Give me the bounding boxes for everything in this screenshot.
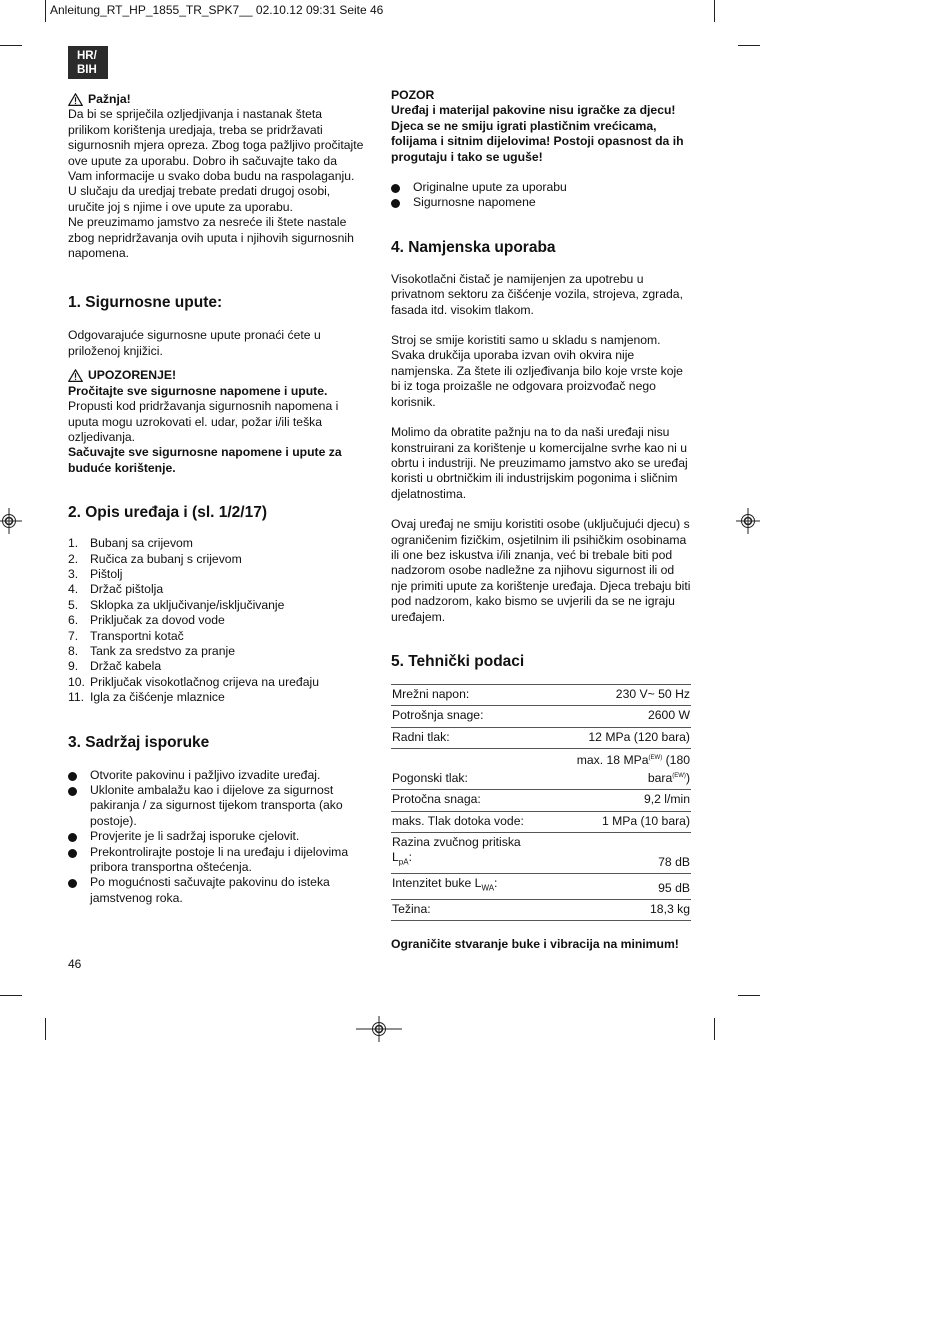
intro-liability-text: Ne preuzimamo jamstvo za nesreće ili štete nastale zbog nepridržavanja ovih uputa i njihovih sigurnosnih napomena. bbox=[68, 215, 354, 261]
bullet-icon bbox=[68, 879, 77, 888]
table-row: maks. Tlak dotoka vode: 1 MPa (10 bara) bbox=[391, 811, 691, 832]
list-item: 10. Priključak visokotlačnog crijeva na uređaju bbox=[68, 674, 319, 689]
intro-warning-title bbox=[68, 92, 364, 107]
list-item: Otvorite pakovinu i pažljivo izvadite uređaj. bbox=[68, 768, 364, 783]
table-row: Mrežni napon: 230 V~ 50 Hz bbox=[391, 684, 691, 705]
language-badge-line1: HR/ bbox=[77, 50, 97, 62]
crop-mark bbox=[0, 45, 22, 46]
warning-triangle-icon bbox=[68, 93, 83, 106]
section-1-warning-label: UPOZORENJE! bbox=[88, 368, 177, 383]
registration-mark-bottom bbox=[356, 1016, 402, 1042]
list-item: 4. Držač pištolja bbox=[68, 582, 164, 597]
section-1-warning-title bbox=[68, 368, 364, 383]
table-row: Razina zvučnog pritiska $L_{pA}$: 78 dB bbox=[391, 832, 691, 873]
list-item: Provjerite je li sadržaj isporuke cjelovit. bbox=[68, 829, 364, 844]
section-4-paragraph-1: Visokotlačni čistač je namijenjen za upotrebu u privatnom sektoru za čišćenje vozila, strojeva, zgrada, fasada itd. visokim tlakom. bbox=[391, 271, 683, 317]
table-row: Intenzitet buke $L_{WA}$: 95 dB bbox=[391, 874, 691, 900]
section-3-title: 3. Sadržaj isporuke bbox=[68, 733, 210, 751]
list-item: Po mogućnosti sačuvajte pakovinu do isteka jamstvenog roka. bbox=[68, 875, 364, 906]
language-badge-line2: BIH bbox=[77, 64, 97, 76]
crop-mark bbox=[714, 1018, 715, 1040]
parts-list bbox=[68, 536, 364, 705]
bullet-icon bbox=[68, 833, 77, 842]
list-item: Originalne upute za uporabu bbox=[391, 180, 691, 195]
noise-note: Ograničite stvaranje buke i vibracija na minimum! bbox=[391, 937, 679, 952]
pozor-text: Uređaj i materijal pakovine nisu igračke za djecu! Djeca se ne smiju igrati plastičnim vrećicama, folijama i sitnim dijelovima! Postoji opasnost da ih progutaju i tako se uguše! bbox=[391, 103, 684, 164]
crop-mark bbox=[738, 995, 760, 996]
right-column bbox=[391, 88, 691, 953]
page-number: 46 bbox=[68, 957, 82, 971]
list-item: 3. Pištolj bbox=[68, 566, 123, 581]
section-1-bold-read: Pročitajte sve sigurnosne napomene i upute. bbox=[68, 383, 328, 398]
section-4-paragraph-2: Stroj se smije koristiti samo u skladu s namjenom. Svaka drukčija uporaba izvan ovih okvira nije namjenska. Za štete ili ozljeđivanja bilo koje vrste koje bi iz toga proizašle ne odgovara proizvođač nego korisnik. bbox=[391, 333, 683, 409]
bullet-icon bbox=[68, 787, 77, 796]
table-row: Potrošnja snage: 2600 W bbox=[391, 706, 691, 727]
section-1-bold-keep: Sačuvajte sve sigurnosne napomene i upute za buduće korištenje. bbox=[68, 445, 342, 475]
list-item: Uklonite ambalažu kao i dijelove za sigurnost pakiranja / za sigurnost tijekom transporta (ako postoje). bbox=[68, 783, 364, 829]
crop-mark bbox=[0, 995, 22, 996]
list-item: 9. Držač kabela bbox=[68, 659, 162, 674]
list-item: 8. Tank za sredstvo za pranje bbox=[68, 643, 235, 658]
registration-mark-left bbox=[0, 508, 22, 534]
crop-mark bbox=[738, 45, 760, 46]
section-1-text: Odgovarajuće sigurnosne upute pronaći ćete u priloženoj knjižici. bbox=[68, 328, 321, 358]
warning-triangle-icon bbox=[68, 369, 83, 382]
bullet-icon bbox=[391, 199, 400, 208]
crop-mark bbox=[45, 1018, 46, 1040]
intro-warning-label: Pažnja! bbox=[88, 92, 131, 106]
crop-mark bbox=[714, 0, 715, 22]
section-4-title: 4. Namjenska uporaba bbox=[391, 238, 556, 256]
pozor-title: POZOR bbox=[391, 88, 435, 102]
list-item: 1. Bubanj sa crijevom bbox=[68, 536, 193, 551]
file-info-header: Anleitung_RT_HP_1855_TR_SPK7__ 02.10.12 09:31 Seite 46 bbox=[50, 3, 384, 17]
list-item: Sigurnosne napomene bbox=[391, 195, 691, 210]
list-item: 2. Ručica za bubanj s crijevom bbox=[68, 551, 242, 566]
intro-text: Da bi se spriječila ozljedjivanja i nastanak šteta prilikom korištenja uredjaja, treba se pridržavati sigurnosnih mjera opreza. Zbog toga pažljivo pročitajte ove upute za uporabu. Dobro ih sačuvajte tako da Vam informacije u svako doba budu na raspolaganju. U slučaju da uredjaj trebate predati drugoj osobi, uručite joj s njime i ove upute za uporabu. bbox=[68, 107, 364, 214]
delivery-list bbox=[68, 768, 364, 907]
list-item: 6. Priključak za dovod vode bbox=[68, 613, 225, 628]
section-4-paragraph-3: Molimo da obratite pažnju na to da naši uređaji nisu konstruirani za korištenje u komercijalne svrhe kao ni u obrtu i industriji. Ne preuzimamo jamstvo ako se uređaj koristi u obrtničkim ili industrijskim pogonima i sličnim djelatnostima. bbox=[391, 425, 688, 501]
bullet-icon bbox=[391, 184, 400, 193]
section-5-title: 5. Tehnički podaci bbox=[391, 652, 525, 670]
list-item: 7. Transportni kotač bbox=[68, 628, 184, 643]
list-item: Prekontrolirajte postoje li na uređaju i dijelovima pribora transportna oštećenja. bbox=[68, 845, 364, 876]
crop-mark bbox=[45, 0, 46, 22]
table-row: Radni tlak: 12 MPa (120 bara) bbox=[391, 727, 691, 748]
table-row: Protočna snaga: 9,2 l/min bbox=[391, 790, 691, 811]
left-column bbox=[68, 92, 364, 906]
list-item: 5. Sklopka za uključivanje/isključivanje bbox=[68, 597, 285, 612]
section-2-title: 2. Opis uređaja i (sl. 1/2/17) bbox=[68, 504, 268, 522]
registration-mark-right bbox=[736, 508, 760, 534]
table-row: Pogonski tlak: max. 18 MPa$^{(EW)}$ (180 bara$^{(EW)}$) bbox=[391, 749, 691, 790]
section-1-title: 1. Sigurnosne upute: bbox=[68, 294, 223, 312]
section-1-warning-text: Propusti kod pridržavanja sigurnosnih napomena i uputa mogu uzrokovati el. udar, požar i/ili teška ozljedivanja. bbox=[68, 399, 339, 444]
list-item: 11. Igla za čišćenje mlaznice bbox=[68, 690, 225, 705]
table-row: Težina: 18,3 kg bbox=[391, 900, 691, 921]
section-4-paragraph-4: Ovaj uređaj ne smiju koristiti osobe (uključujući djecu) s ograničenim fizičkim, osjetilnim ili psihičkim osobinama ili one bez iskustva i/ili znanja, već bi trebale biti pod nadzorom osobe nadležne za njihovu sigurnost ili od nje primiti upute za korištenje uređaja. Djeca trebaju biti pod nadzorom, kako bismo se uvjerili da se ne igraju uređajem. bbox=[391, 517, 691, 624]
technical-data-table bbox=[391, 684, 691, 921]
documents-list bbox=[391, 180, 691, 211]
bullet-icon bbox=[68, 849, 77, 858]
bullet-icon bbox=[68, 772, 77, 781]
language-badge bbox=[68, 46, 108, 79]
